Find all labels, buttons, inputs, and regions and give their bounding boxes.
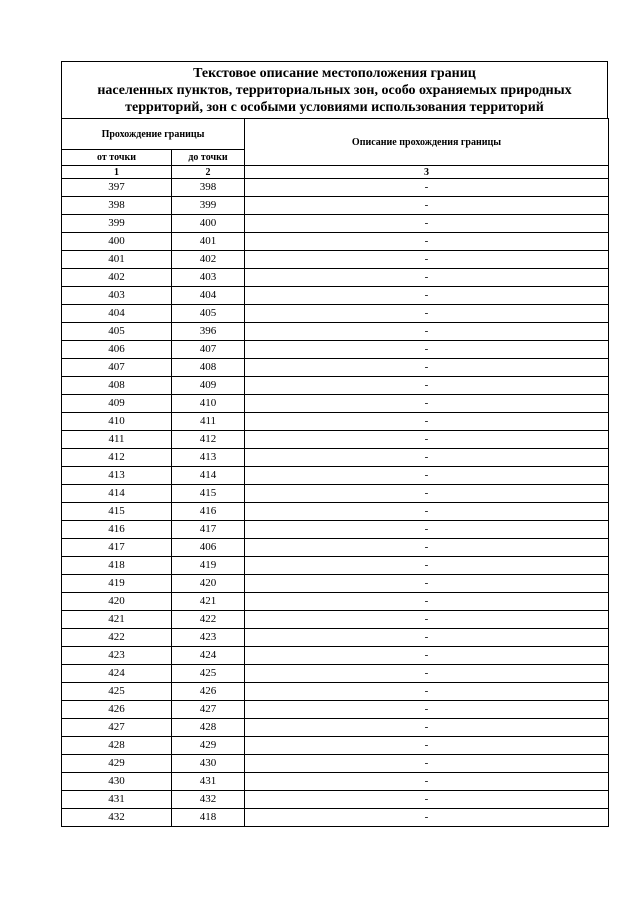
cell-description: - — [245, 683, 609, 701]
table-row — [62, 341, 609, 359]
title-line-2: населенных пунктов, территориальных зон, особо охраняемых природных — [97, 82, 572, 98]
cell-to-point: 398 — [172, 179, 245, 197]
table-row — [62, 197, 609, 215]
cell-description: - — [245, 611, 609, 629]
table-row — [62, 629, 609, 647]
cell-to-point: 422 — [172, 611, 245, 629]
cell-to-point: 425 — [172, 665, 245, 683]
cell-from-point: 411 — [62, 431, 172, 449]
cell-to-point: 404 — [172, 287, 245, 305]
cell-to-point: 399 — [172, 197, 245, 215]
table-row — [62, 305, 609, 323]
cell-description: - — [245, 359, 609, 377]
table-row — [62, 809, 609, 827]
cell-to-point: 403 — [172, 269, 245, 287]
cell-from-point: 417 — [62, 539, 172, 557]
cell-from-point: 412 — [62, 449, 172, 467]
cell-to-point: 411 — [172, 413, 245, 431]
cell-description: - — [245, 575, 609, 593]
cell-description: - — [245, 737, 609, 755]
table-row — [62, 755, 609, 773]
table-row — [62, 377, 609, 395]
table-row — [62, 449, 609, 467]
cell-from-point: 397 — [62, 179, 172, 197]
cell-description: - — [245, 647, 609, 665]
cell-to-point: 428 — [172, 719, 245, 737]
cell-from-point: 399 — [62, 215, 172, 233]
table-row — [62, 431, 609, 449]
title-line-1: Текстовое описание местоположения границ — [193, 65, 476, 81]
table-row — [62, 251, 609, 269]
cell-from-point: 403 — [62, 287, 172, 305]
cell-from-point: 432 — [62, 809, 172, 827]
cell-description: - — [245, 791, 609, 809]
cell-to-point: 416 — [172, 503, 245, 521]
cell-description: - — [245, 503, 609, 521]
cell-to-point: 413 — [172, 449, 245, 467]
cell-from-point: 398 — [62, 197, 172, 215]
cell-to-point: 423 — [172, 629, 245, 647]
table-row — [62, 503, 609, 521]
header-num-2: 2 — [172, 166, 245, 179]
cell-from-point: 418 — [62, 557, 172, 575]
cell-description: - — [245, 773, 609, 791]
boundary-table — [61, 118, 609, 827]
cell-description: - — [245, 719, 609, 737]
cell-from-point: 414 — [62, 485, 172, 503]
table-row — [62, 683, 609, 701]
cell-description: - — [245, 629, 609, 647]
cell-from-point: 420 — [62, 593, 172, 611]
cell-from-point: 416 — [62, 521, 172, 539]
cell-from-point: 421 — [62, 611, 172, 629]
cell-from-point: 423 — [62, 647, 172, 665]
table-row — [62, 719, 609, 737]
cell-description: - — [245, 467, 609, 485]
cell-from-point: 419 — [62, 575, 172, 593]
table-row — [62, 773, 609, 791]
cell-from-point: 405 — [62, 323, 172, 341]
table-row — [62, 791, 609, 809]
table-row — [62, 413, 609, 431]
cell-description: - — [245, 809, 609, 827]
cell-from-point: 410 — [62, 413, 172, 431]
cell-to-point: 429 — [172, 737, 245, 755]
cell-to-point: 426 — [172, 683, 245, 701]
cell-to-point: 419 — [172, 557, 245, 575]
table-row — [62, 233, 609, 251]
cell-description: - — [245, 755, 609, 773]
cell-to-point: 406 — [172, 539, 245, 557]
table-row — [62, 215, 609, 233]
table-row — [62, 179, 609, 197]
table-row — [62, 611, 609, 629]
table-row — [62, 485, 609, 503]
cell-to-point: 432 — [172, 791, 245, 809]
cell-to-point: 421 — [172, 593, 245, 611]
header-description: Описание прохождения границы — [245, 119, 609, 166]
cell-to-point: 402 — [172, 251, 245, 269]
cell-description: - — [245, 557, 609, 575]
cell-description: - — [245, 269, 609, 287]
table-row — [62, 665, 609, 683]
cell-to-point: 418 — [172, 809, 245, 827]
cell-to-point: 430 — [172, 755, 245, 773]
cell-description: - — [245, 449, 609, 467]
title-line-3: территорий, зон с особыми условиями использования территорий — [125, 99, 544, 115]
cell-from-point: 413 — [62, 467, 172, 485]
cell-to-point: 401 — [172, 233, 245, 251]
cell-from-point: 406 — [62, 341, 172, 359]
cell-from-point: 402 — [62, 269, 172, 287]
cell-to-point: 410 — [172, 395, 245, 413]
table-row — [62, 557, 609, 575]
header-to-point: до точки — [172, 150, 245, 166]
cell-description: - — [245, 539, 609, 557]
cell-to-point: 424 — [172, 647, 245, 665]
cell-to-point: 408 — [172, 359, 245, 377]
cell-from-point: 426 — [62, 701, 172, 719]
cell-description: - — [245, 431, 609, 449]
cell-to-point: 427 — [172, 701, 245, 719]
cell-from-point: 422 — [62, 629, 172, 647]
cell-from-point: 415 — [62, 503, 172, 521]
table-row — [62, 287, 609, 305]
table-row — [62, 521, 609, 539]
table-row — [62, 467, 609, 485]
cell-to-point: 431 — [172, 773, 245, 791]
table-row — [62, 575, 609, 593]
cell-from-point: 429 — [62, 755, 172, 773]
cell-from-point: 428 — [62, 737, 172, 755]
document-title — [61, 61, 608, 118]
table-row — [62, 737, 609, 755]
cell-to-point: 405 — [172, 305, 245, 323]
table-row — [62, 269, 609, 287]
cell-to-point: 400 — [172, 215, 245, 233]
cell-description: - — [245, 395, 609, 413]
cell-from-point: 409 — [62, 395, 172, 413]
cell-description: - — [245, 377, 609, 395]
cell-to-point: 414 — [172, 467, 245, 485]
cell-from-point: 424 — [62, 665, 172, 683]
cell-description: - — [245, 251, 609, 269]
cell-description: - — [245, 323, 609, 341]
cell-from-point: 431 — [62, 791, 172, 809]
table-row — [62, 359, 609, 377]
cell-from-point: 425 — [62, 683, 172, 701]
header-num-3: 3 — [245, 166, 609, 179]
cell-from-point: 430 — [62, 773, 172, 791]
table-row — [62, 647, 609, 665]
document-sheet — [61, 61, 608, 827]
cell-from-point: 400 — [62, 233, 172, 251]
cell-description: - — [245, 701, 609, 719]
table-row — [62, 395, 609, 413]
header-boundary-passage: Прохождение границы — [62, 119, 245, 150]
table-row — [62, 323, 609, 341]
cell-from-point: 404 — [62, 305, 172, 323]
cell-to-point: 407 — [172, 341, 245, 359]
cell-description: - — [245, 305, 609, 323]
cell-description: - — [245, 413, 609, 431]
cell-description: - — [245, 485, 609, 503]
cell-description: - — [245, 665, 609, 683]
table-row — [62, 539, 609, 557]
cell-description: - — [245, 179, 609, 197]
cell-description: - — [245, 233, 609, 251]
cell-from-point: 427 — [62, 719, 172, 737]
cell-to-point: 420 — [172, 575, 245, 593]
cell-description: - — [245, 341, 609, 359]
header-num-1: 1 — [62, 166, 172, 179]
cell-to-point: 409 — [172, 377, 245, 395]
cell-description: - — [245, 287, 609, 305]
cell-to-point: 412 — [172, 431, 245, 449]
cell-from-point: 407 — [62, 359, 172, 377]
cell-description: - — [245, 521, 609, 539]
cell-to-point: 417 — [172, 521, 245, 539]
table-row — [62, 593, 609, 611]
cell-description: - — [245, 593, 609, 611]
cell-description: - — [245, 215, 609, 233]
table-row — [62, 701, 609, 719]
header-from-point: от точки — [62, 150, 172, 166]
cell-description: - — [245, 197, 609, 215]
cell-from-point: 401 — [62, 251, 172, 269]
cell-to-point: 396 — [172, 323, 245, 341]
cell-from-point: 408 — [62, 377, 172, 395]
cell-to-point: 415 — [172, 485, 245, 503]
